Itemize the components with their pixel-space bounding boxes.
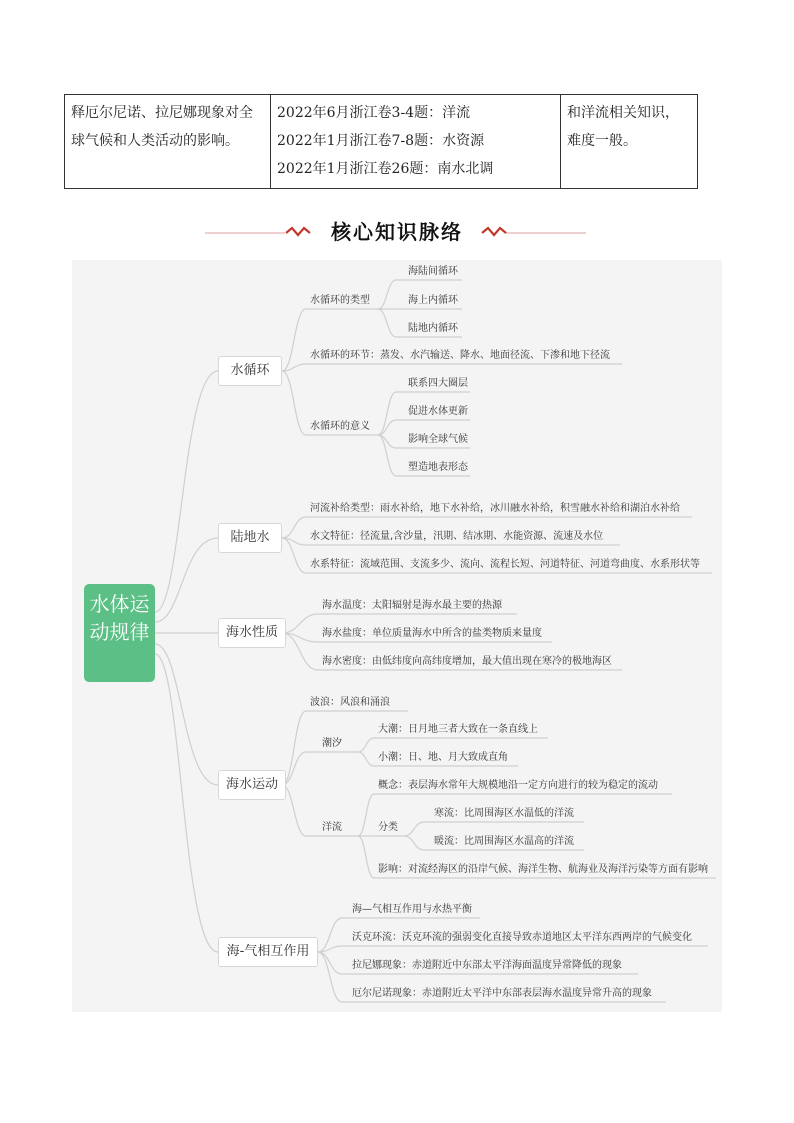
node-current-class: 分类 xyxy=(378,822,398,833)
node-air-sea-item: 厄尔尼诺现象：赤道附近太平洋中东部表层海水温度异常升高的现象 xyxy=(352,988,652,999)
branch-air-sea-interaction: 海-气相互作用 xyxy=(218,937,318,967)
node-seawater-prop: 海水盐度：单位质量海水中所含的盐类物质来量度 xyxy=(322,628,542,639)
node-cycle-type: 海陆间循环 xyxy=(408,266,458,277)
node-meaning-item: 联系四大圈层 xyxy=(408,378,468,389)
node-air-sea-item: 沃克环流：沃克环流的强弱变化直接导致赤道地区太平洋东西两岸的气候变化 xyxy=(352,932,692,943)
node-land-water-item: 河流补给类型：雨水补给，地下水补给，冰川融水补给，积雪融水补给和湖泊水补给 xyxy=(310,503,680,514)
node-current-concept: 概念：表层海水常年大规模地沿一定方向进行的较为稳定的流动 xyxy=(378,780,658,791)
section-heading xyxy=(0,214,794,250)
node-ocean-current: 洋流 xyxy=(322,822,342,833)
node-cycle-type: 海上内循环 xyxy=(408,295,458,306)
node-cycle-type: 陆地内循环 xyxy=(408,323,458,334)
exam-item: 2022年1月浙江卷26题：南水北调 xyxy=(277,161,494,177)
node-meaning-item: 促进水体更新 xyxy=(408,406,468,417)
node-cycle-links: 水循环的环节：蒸发、水汽输送、降水、地面径流、下渗和地下径流 xyxy=(310,350,610,361)
mind-map xyxy=(72,260,722,1012)
node-seawater-prop: 海水温度：太阳辐射是海水最主要的热源 xyxy=(322,600,502,611)
branch-seawater-motion: 海水运动 xyxy=(218,770,286,800)
node-waves: 波浪：风浪和涌浪 xyxy=(310,697,390,708)
branch-seawater-properties: 海水性质 xyxy=(218,618,286,648)
node-cycle-types: 水循环的类型 xyxy=(310,295,370,306)
node-air-sea-item: 海—气相互作用与水热平衡 xyxy=(352,904,472,915)
node-seawater-prop: 海水密度：由低纬度向高纬度增加，最大值出现在寒冷的极地海区 xyxy=(322,656,612,667)
node-land-water-item: 水系特征：流域范围、支流多少、流向、流程长短、河道特征、河道弯曲度、水系形状等 xyxy=(310,559,700,570)
branch-water-cycle: 水循环 xyxy=(218,356,282,386)
mind-map-root: 水体运动规律 xyxy=(84,584,155,682)
node-current-class-item: 暖流：比周围海区水温高的洋流 xyxy=(434,836,574,847)
node-tide-item: 小潮：日、地、月大致成直角 xyxy=(378,752,508,763)
exam-item: 2022年6月浙江卷3-4题：洋流 xyxy=(277,105,471,121)
node-current-impact: 影响：对流经海区的沿岸气候、海洋生物、航海业及海洋污染等方面有影响 xyxy=(378,864,708,875)
node-air-sea-item: 拉尼娜现象：赤道附近中东部太平洋海面温度异常降低的现象 xyxy=(352,960,622,971)
node-meaning-item: 塑造地表形态 xyxy=(408,462,468,473)
node-cycle-meaning: 水循环的意义 xyxy=(310,421,370,432)
node-tide-item: 大潮：日月地三者大致在一条直线上 xyxy=(378,724,538,735)
node-land-water-item: 水文特征：径流量,含沙量，汛期、结冰期、水能资源、流速及水位 xyxy=(310,531,604,542)
table-cell-requirement: 释厄尔尼诺、拉尼娜现象对全球气候和人类活动的影响。 xyxy=(65,95,271,188)
node-tide: 潮汐 xyxy=(322,738,342,749)
table-cell-analysis: 和洋流相关知识，难度一般。 xyxy=(567,105,679,149)
node-current-class-item: 寒流：比周围海区水温低的洋流 xyxy=(434,808,574,819)
heading-title: 核心知识脉络 xyxy=(331,220,463,244)
exam-info-table xyxy=(64,94,698,189)
table-cell-exam-list xyxy=(271,95,561,188)
branch-land-water: 陆地水 xyxy=(218,523,282,553)
exam-item: 2022年1月浙江卷7-8题：水资源 xyxy=(277,133,485,149)
node-meaning-item: 影响全球气候 xyxy=(408,434,468,445)
